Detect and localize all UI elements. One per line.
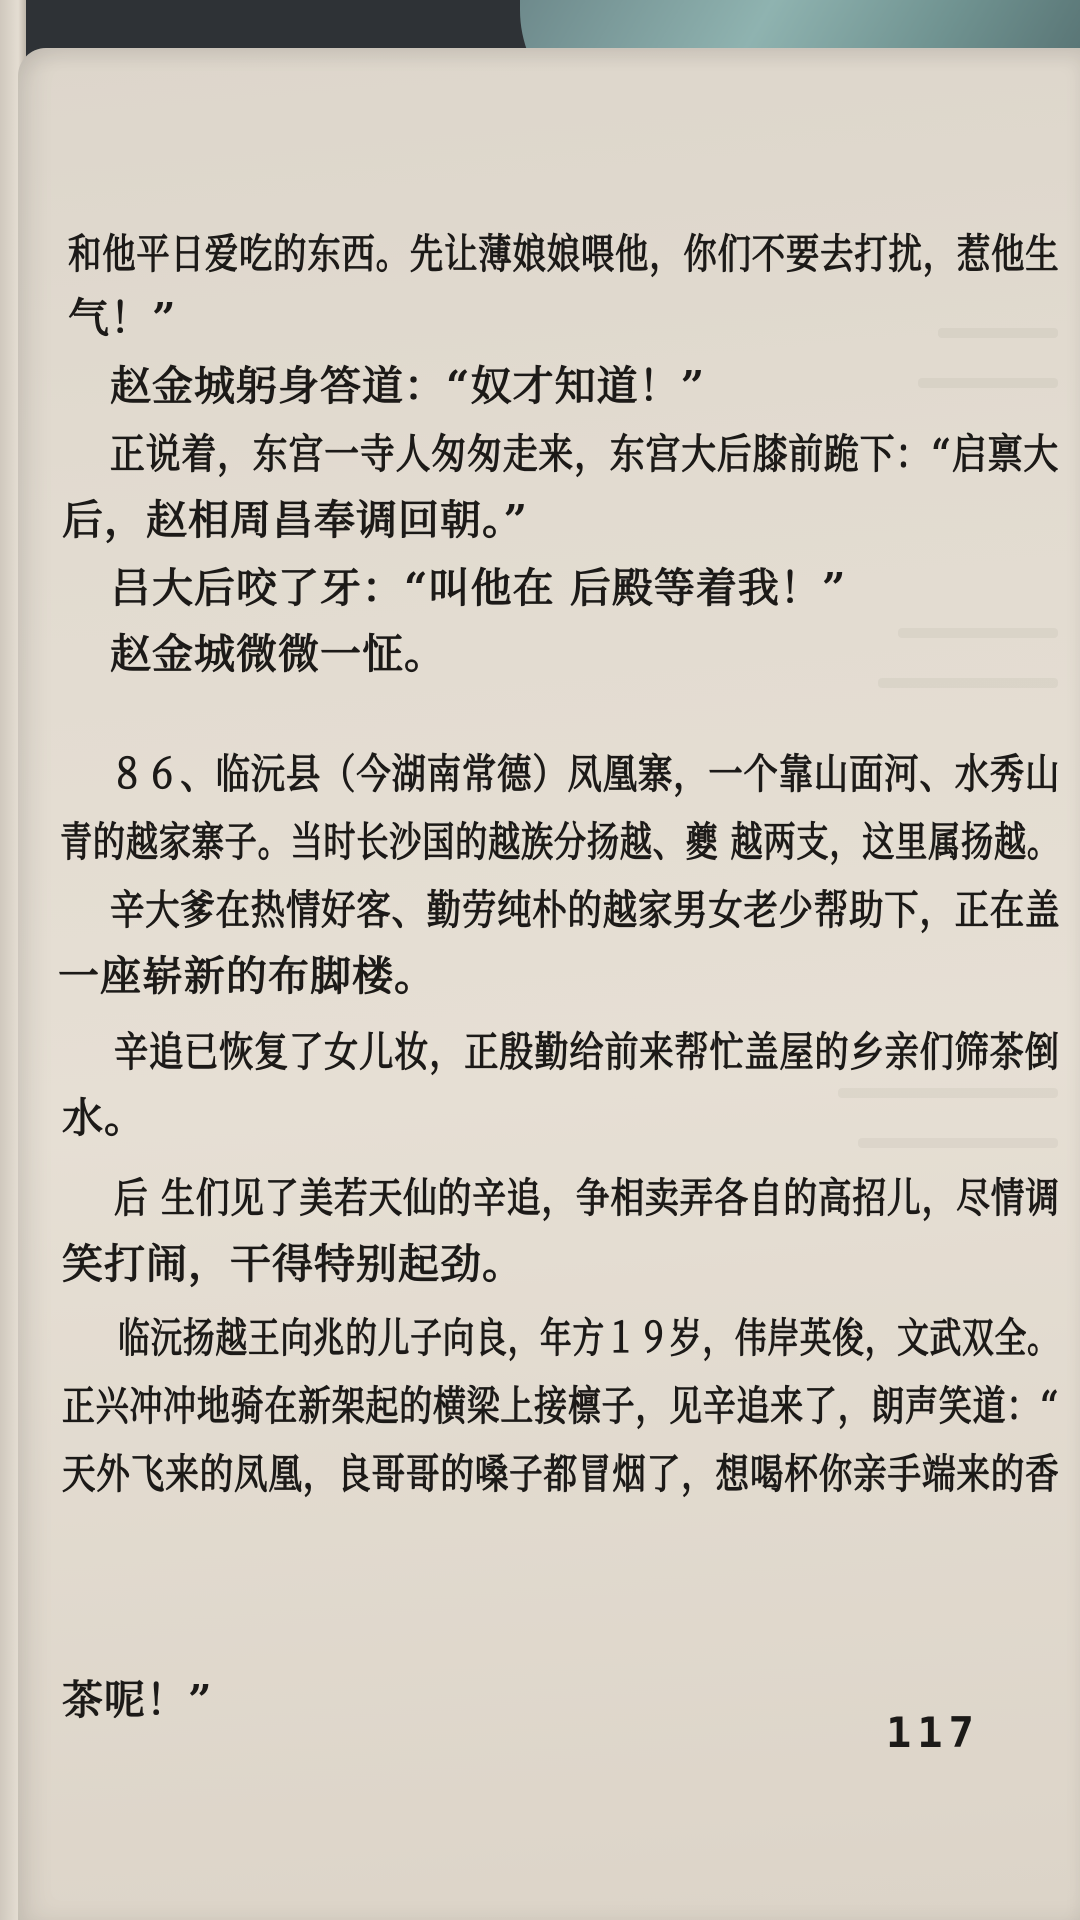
text-line: 茶呢！” [62, 1676, 213, 1724]
text-line: 气！” [68, 294, 177, 342]
text-line: 笑打闹，干得特别起劲。 [62, 1240, 524, 1288]
book-page [18, 48, 1080, 1920]
text-line: 和他平日爱吃的东西。先让薄娘娘喂他，你们不要去打扰，惹他生 [68, 230, 1060, 278]
text-line: 临沅扬越王向兆的儿子向良，年方１９岁，伟岸英俊，文武双全。 [118, 1314, 1060, 1362]
scene-heading-line: ８６、临沅县（今湖南常德）凤凰寨，一个靠山面河、水秀山 [110, 750, 1061, 798]
text-line: 一座崭新的布脚楼。 [58, 952, 436, 1000]
text-line: 青的越家寨子。当时长沙国的越族分扬越、夔 越两支，这里属扬越。 [60, 818, 1060, 866]
text-line: 正说着，东宫一寺人匆匆走来，东宫大后膝前跪下：“启禀大 [110, 430, 1060, 478]
text-line: 辛追已恢复了女儿妆，正殷勤给前来帮忙盖屋的乡亲们筛茶倒 [114, 1028, 1060, 1076]
text-line: 吕大后咬了牙：“叫他在 后殿等着我！” [110, 564, 847, 612]
text-line: 赵金城躬身答道：“奴才知道！” [110, 362, 706, 410]
text-line: 天外飞来的凤凰，良哥哥的嗓子都冒烟了，想喝杯你亲手端来的香 [62, 1450, 1060, 1498]
text-line: 正兴冲冲地骑在新架起的横梁上接檩子，见辛追来了，朗声笑道：“ [62, 1382, 1060, 1430]
text-line: 水。 [62, 1094, 146, 1142]
text-line: 后 生们见了美若天仙的辛追，争相卖弄各自的高招儿，尽情调 [114, 1174, 1060, 1222]
page-number: 117 [886, 1708, 980, 1757]
text-line: 后，赵相周昌奉调回朝。” [62, 496, 529, 544]
text-line: 赵金城微微一怔。 [110, 630, 446, 678]
text-line: 辛大爹在热情好客、勤劳纯朴的越家男女老少帮助下，正在盖 [110, 886, 1061, 934]
